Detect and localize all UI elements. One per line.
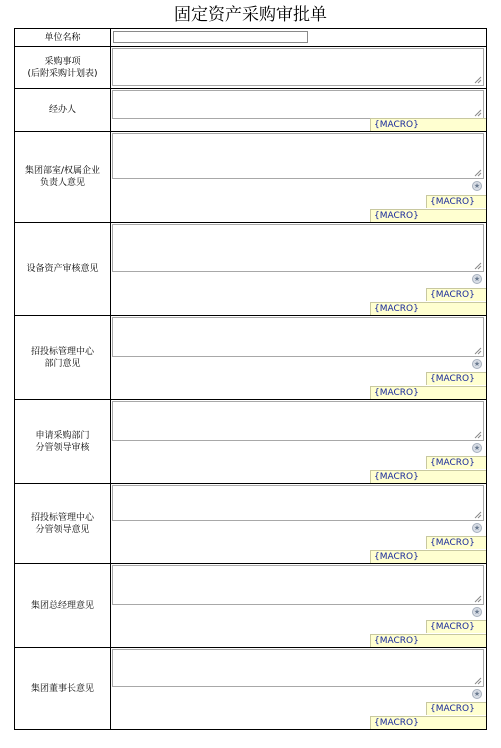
general-manager-opinion-textarea[interactable] bbox=[112, 565, 484, 605]
value-cell-general-manager-opinion bbox=[111, 564, 486, 647]
label-asset-review-opinion: 设备资产审核意见 bbox=[15, 223, 111, 315]
value-cell-purchase-item bbox=[111, 47, 486, 88]
row-asset-review-opinion bbox=[15, 223, 486, 316]
unit-name-input[interactable] bbox=[113, 31, 308, 43]
bidding-center-leader-opinion-textarea[interactable] bbox=[112, 485, 484, 521]
macro-field[interactable]: {MACRO} bbox=[426, 372, 486, 385]
row-general-manager-opinion bbox=[15, 564, 486, 648]
value-cell-bidding-center-dept-opinion bbox=[111, 316, 486, 399]
macro-field[interactable]: {MACRO} bbox=[426, 536, 486, 549]
value-cell-unit-name bbox=[111, 29, 486, 46]
handler-textarea[interactable] bbox=[112, 90, 484, 119]
resize-grip-icon[interactable] bbox=[474, 431, 482, 439]
asset-review-opinion-textarea[interactable] bbox=[112, 224, 484, 272]
macro-field[interactable]: {MACRO} bbox=[426, 620, 486, 633]
macro-field[interactable]: {MACRO} bbox=[370, 118, 486, 131]
macro-field[interactable]: {MACRO} bbox=[426, 288, 486, 301]
resize-grip-icon[interactable] bbox=[474, 595, 482, 603]
resize-grip-icon[interactable] bbox=[474, 262, 482, 270]
resize-grip-icon[interactable] bbox=[474, 169, 482, 177]
label-dept-head-opinion: 集团部室/权属企业 负责人意见 bbox=[15, 132, 111, 222]
bidding-center-dept-opinion-textarea[interactable] bbox=[112, 317, 484, 357]
macro-field[interactable]: {MACRO} bbox=[370, 716, 486, 729]
label-bidding-center-dept-opinion: 招投标管理中心 部门意见 bbox=[15, 316, 111, 399]
row-unit-name bbox=[15, 29, 486, 47]
macro-field[interactable]: {MACRO} bbox=[370, 386, 486, 399]
purchase-item-textarea[interactable] bbox=[112, 48, 484, 86]
chairman-opinion-textarea[interactable] bbox=[112, 649, 484, 687]
label-chairman-opinion: 集团董事长意见 bbox=[15, 648, 111, 729]
macro-field[interactable]: {MACRO} bbox=[426, 456, 486, 469]
macro-field[interactable]: {MACRO} bbox=[426, 195, 486, 208]
label-unit-name: 单位名称 bbox=[15, 29, 111, 46]
macro-field[interactable]: {MACRO} bbox=[370, 470, 486, 483]
row-requesting-dept-leader-review bbox=[15, 400, 486, 484]
value-cell-asset-review-opinion bbox=[111, 223, 486, 315]
macro-field[interactable]: {MACRO} bbox=[370, 209, 486, 222]
expand-star-icon[interactable]: ★ bbox=[473, 608, 481, 616]
requesting-dept-leader-review-textarea[interactable] bbox=[112, 401, 484, 441]
value-cell-bidding-center-leader-opinion bbox=[111, 484, 486, 563]
label-bidding-center-leader-opinion: 招投标管理中心 分管领导意见 bbox=[15, 484, 111, 563]
value-cell-chairman-opinion bbox=[111, 648, 486, 729]
expand-star-icon[interactable]: ★ bbox=[473, 182, 481, 190]
resize-grip-icon[interactable] bbox=[474, 76, 482, 84]
label-general-manager-opinion: 集团总经理意见 bbox=[15, 564, 111, 647]
macro-field[interactable]: {MACRO} bbox=[370, 634, 486, 647]
row-handler bbox=[15, 89, 486, 132]
page-title: 固定资产采购审批单 bbox=[174, 5, 327, 25]
expand-star-icon[interactable]: ★ bbox=[473, 360, 481, 368]
expand-star-icon[interactable]: ★ bbox=[473, 444, 481, 452]
value-cell-handler bbox=[111, 89, 486, 131]
dept-head-opinion-textarea[interactable] bbox=[112, 133, 484, 179]
expand-star-icon[interactable]: ★ bbox=[473, 275, 481, 283]
macro-field[interactable]: {MACRO} bbox=[426, 702, 486, 715]
approval-form-table bbox=[14, 28, 487, 730]
value-cell-dept-head-opinion bbox=[111, 132, 486, 222]
label-handler: 经办人 bbox=[15, 89, 111, 131]
label-purchase-item: 采购事项 (后附采购计划表) bbox=[15, 47, 111, 88]
row-chairman-opinion bbox=[15, 648, 486, 729]
resize-grip-icon[interactable] bbox=[474, 347, 482, 355]
label-requesting-dept-leader-review: 申请采购部门 分管领导审核 bbox=[15, 400, 111, 483]
value-cell-requesting-dept-leader-review bbox=[111, 400, 486, 483]
resize-grip-icon[interactable] bbox=[474, 109, 482, 117]
row-bidding-center-leader-opinion bbox=[15, 484, 486, 564]
expand-star-icon[interactable]: ★ bbox=[473, 690, 481, 698]
row-bidding-center-dept-opinion bbox=[15, 316, 486, 400]
resize-grip-icon[interactable] bbox=[474, 511, 482, 519]
expand-star-icon[interactable]: ★ bbox=[473, 524, 481, 532]
resize-grip-icon[interactable] bbox=[474, 677, 482, 685]
macro-field[interactable]: {MACRO} bbox=[370, 302, 486, 315]
macro-field[interactable]: {MACRO} bbox=[370, 550, 486, 563]
row-dept-head-opinion bbox=[15, 132, 486, 223]
row-purchase-item bbox=[15, 47, 486, 89]
